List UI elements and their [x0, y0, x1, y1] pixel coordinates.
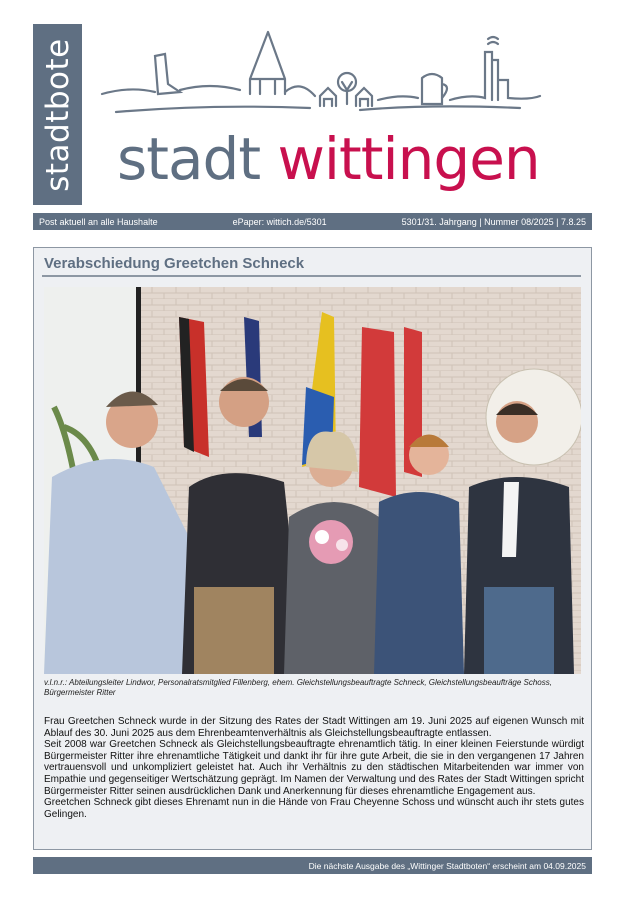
title-divider	[42, 275, 581, 277]
header-info-bar	[33, 213, 592, 230]
stadtbote-label	[33, 24, 82, 205]
issue-info: 5301/31. Jahrgang | Nummer 08/2025 | 7.8.25	[401, 216, 586, 227]
epaper-link[interactable]: ePaper: wittich.de/5301	[232, 216, 327, 227]
logo-word-stadt: stadt	[117, 125, 261, 193]
stadt-wittingen-wordmark	[117, 125, 540, 193]
footer-bar	[33, 857, 592, 874]
logo-word-wittingen: wittingen	[277, 125, 540, 193]
article-body	[44, 716, 584, 820]
article-photo	[44, 287, 581, 674]
header-distribution-text: Post aktuell an alle Haushalte	[39, 216, 158, 227]
sidebar-label-text: stadtbote	[39, 37, 76, 192]
next-issue-notice: Die nächste Ausgabe des „Wittinger Stadtboten“ erscheint am 04.09.2025	[308, 860, 586, 871]
article-paragraph: Greetchen Schneck gibt dieses Ehrenamt nun in die Hände von Frau Cheyenne Schoss und wünscht auch ihr stets gutes Gelingen.	[44, 797, 584, 820]
article-title: Verabschiedung Greetchen Schneck	[44, 255, 305, 272]
photo-caption: v.l.n.r.: Abteilungsleiter Lindwor, Personalratsmitglied Fillenberg, ehem. Gleichstellungsbeauftragte Schneck, Gleichstellungsbeaufträge Schoss, Bürgermeister Ritter	[44, 678, 552, 697]
article-paragraph: Seit 2008 war Greetchen Schneck als Gleichstellungsbeauftragte ehrenamtlich tätig. In einer kleinen Feierstunde würdigt Bürgermeister Ritter ihre ehrenamtliche Tätigkeit und dankt ihr für ihre gute Arbeit, die sie in den vergangenen 17 Jahren vertrauensvoll und unkompliziert geleistet hat. Auch ihr Verhältnis zu den städtischen Mitarbeitenden war immer von Empathie und gegenseitiger Wertschätzung geprägt. Im Namen der Verwaltung und des Rates der Stadt Wittingen spricht Bürgermeister Ritter seinen ausdrücklichen Dank und Anerkennung für dieses ehrenamtliche Engagement aus.	[44, 739, 584, 797]
article-paragraph: Frau Greetchen Schneck wurde in der Sitzung des Rates der Stadt Wittingen am 19. Juni 2025 auf eigenen Wunsch mit Ablauf des 30. Juni 2025 aus dem Ehrenbeamtenverhältnis als Gleichstellungsbeauftragte entlassen.	[44, 716, 584, 739]
article-box	[33, 247, 592, 850]
